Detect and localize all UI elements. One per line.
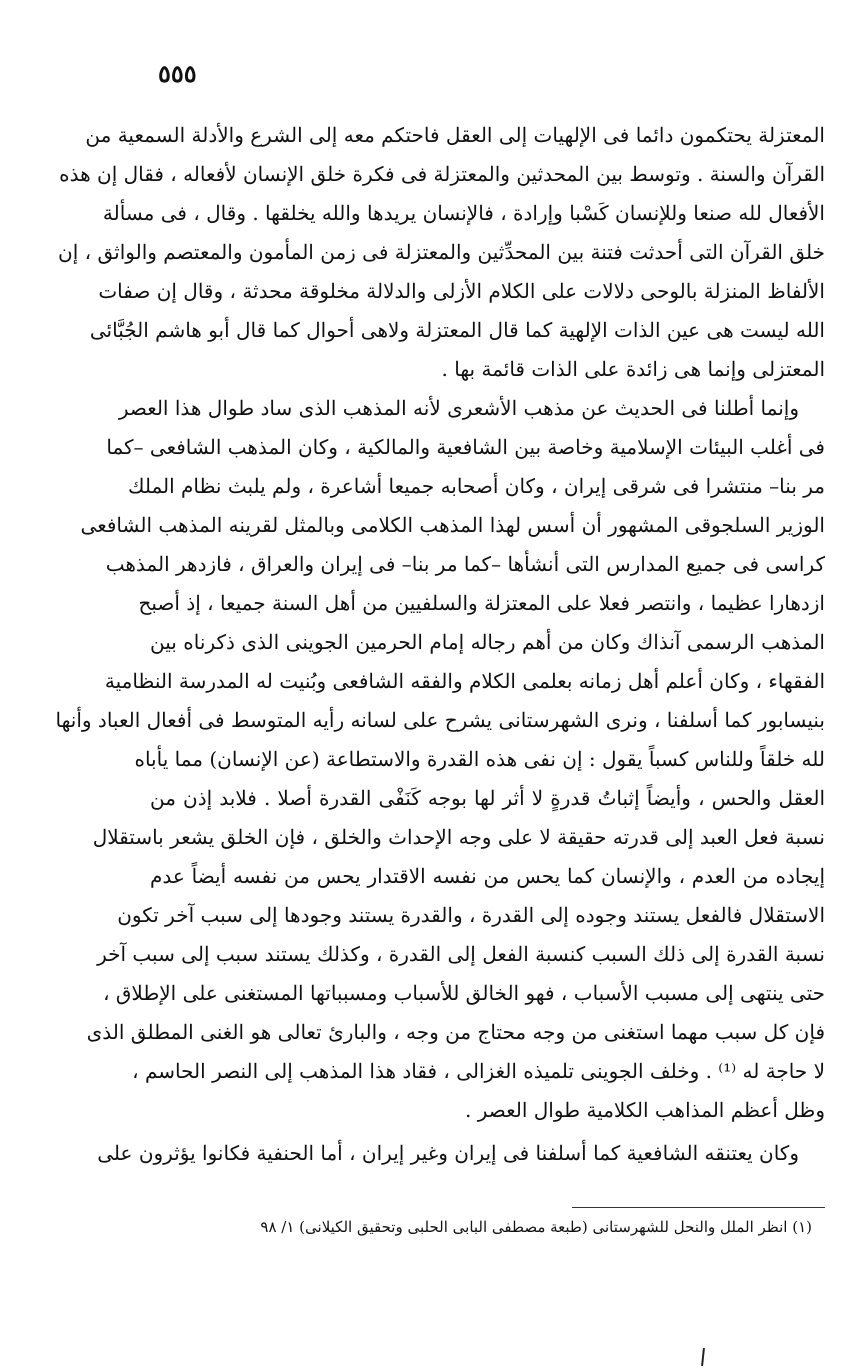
text-line: نسبة فعل العبد إلى قدرته حقيقة لا على وجه الإحداث والخلق ، فإن الخلق يشعر باستقلال <box>92 825 825 849</box>
page-number: ٥٥٥ <box>158 59 197 88</box>
text-line: كراسى فى جميع المدارس التى أنشأها –كما مر بنا– فى إيران والعراق ، فازدهر المذهب <box>105 552 825 576</box>
text-line: لله خلقاً وللناس كسباً يقول : إن نفى هذه القدرة والاستطاعة (عن الإنسان) مما يأباه <box>134 747 825 771</box>
text-line: فى أغلب البيئات الإسلامية وخاصة بين الشافعية والمالكية ، وكان المذهب الشافعى –كما <box>106 435 825 459</box>
text-line: وظل أعظم المذاهب الكلامية طوال العصر . <box>465 1098 825 1122</box>
text-line: خلق القرآن التى أحدثت فتنة بين المحدِّثين والمعتزلة فى زمن المأمون والمعتصم والواثق ، إن <box>58 240 825 264</box>
text-line: الفقهاء ، وكان أعلم أهل زمانه بعلمى الكلام والفقه الشافعى وبُنيت له المدرسة النظامية <box>104 669 825 693</box>
scan-mark <box>701 1348 705 1366</box>
text-line: القرآن والسنة . وتوسط بين المحدثين والمعتزلة فى فكرة خلق الإنسان لأفعاله ، فقال إن هذه <box>59 162 825 186</box>
text-line: الأفعال لله صنعا وللإنسان كَسْبا وإرادة ، فالإنسان يريدها والله يخلقها . وقال ، فى مسألة <box>102 201 825 225</box>
text-line: إيجاده من العدم ، والإنسان كما يحس من نفسه الاقتدار يحس من نفسه أيضاً عدم <box>150 864 825 888</box>
text-line: الاستقلال فالفعل يستند وجوده إلى القدرة ، والقدرة يستند وجودها إلى سبب آخر تكون <box>117 903 825 927</box>
text-line: المعتزلى وإنما هى زائدة على الذات قائمة بها . <box>441 357 825 381</box>
text-line: لا حاجة له ⁽¹⁾ . وخلف الجوينى تلميذه الغزالى ، فقاد هذا المذهب إلى النصر الحاسم ، <box>132 1059 825 1083</box>
text-line: وكان يعتنقه الشافعية كما أسلفنا فى إيران وغير إيران ، أما الحنفية فكانوا يؤثرون على <box>97 1141 799 1165</box>
body-text <box>55 116 825 1173</box>
text-line: الألفاظ المنزلة بالوحى دلالات على الكلام الأزلى والدلالة مخلوقة محدثة ، وقال إن صفات <box>98 279 825 303</box>
text-line: مر بنا– منتشرا فى شرقى إيران ، وكان أصحابه جميعا أشاعرة ، ولم يلبث نظام الملك <box>127 474 825 498</box>
footnote-divider <box>572 1207 825 1208</box>
text-line: المعتزلة يحتكمون دائما فى الإلهيات إلى العقل فاحتكم معه إلى الشرع والأدلة السمعية من <box>85 123 825 147</box>
text-line: المذهب الرسمى آنذاك وكان من أهم رجاله إمام الحرمين الجوينى الذى ذكرناه بين <box>150 630 825 654</box>
footnote: (١) انظر الملل والنحل للشهرستانى (طبعة مصطفى البابى الحلبى وتحقيق الكيلانى) ١/ ٩٨ <box>260 1218 812 1236</box>
text-line: فإن كل سبب مهما استغنى من وجه محتاج من وجه ، والبارئ تعالى هو الغنى المطلق الذى <box>86 1020 825 1044</box>
text-line: العقل والحس ، وأيضاً إثباتُ قدرةٍ لا أثر لها بوجه كَنَفْى القدرة أصلا . فلابد إذن من <box>150 786 825 810</box>
paragraph <box>58 116 825 389</box>
text-line: ازدهارا عظيما ، وانتصر فعلا على المعتزلة والسلفيين من أهل السنة جميعا ، إذ أصبح <box>138 591 825 615</box>
paragraph <box>55 389 825 1130</box>
text-line: نسبة القدرة إلى ذلك السبب كنسبة الفعل إلى القدرة ، وكذلك يستند سبب إلى سبب آخر <box>97 942 825 966</box>
text-line: بنيسابور كما أسلفنا ، ونرى الشهرستانى يشرح على لسانه رأيه المتوسط فى أفعال العباد وأنها <box>55 708 825 732</box>
text-line: حتى ينتهى إلى مسبب الأسباب ، فهو الخالق للأسباب ومسبباتها المستغنى على الإطلاق ، <box>103 981 825 1005</box>
paragraph <box>97 1134 825 1173</box>
text-line: وإنما أطلنا فى الحديث عن مذهب الأشعرى لأنه المذهب الذى ساد طوال هذا العصر <box>118 396 799 420</box>
text-line: الله ليست هى عين الذات الإلهية كما قال المعتزلة ولاهى أحوال كما قال أبو هاشم الجُبَّائى <box>89 318 825 342</box>
text-line: الوزير السلجوقى المشهور أن أسس لهذا المذهب الكلامى وبالمثل لقرينه المذهب الشافعى <box>80 513 825 537</box>
